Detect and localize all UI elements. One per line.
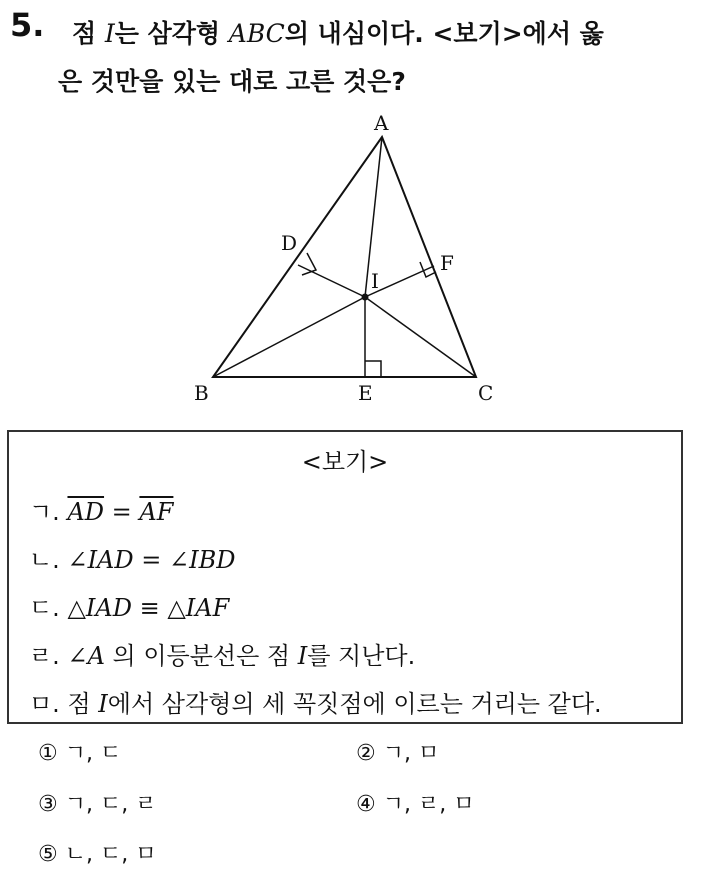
segment-bi	[213, 297, 365, 377]
bogi-box	[7, 430, 683, 724]
label-a: A	[374, 111, 389, 135]
choice-5[interactable]: ⑤ ㄴ, ㄷ, ㅁ	[38, 842, 157, 867]
item-marker: ㄴ.	[29, 546, 60, 574]
segment-ad: $\overline{AD}$	[67, 498, 105, 526]
bogi-item-2	[29, 540, 235, 575]
choice-2[interactable]: ② ㄱ, ㅁ	[356, 741, 440, 766]
bogi-item-4	[29, 636, 415, 671]
right-angle-e	[365, 361, 381, 377]
var-I: I	[297, 642, 308, 670]
choice-3[interactable]: ③ ㄱ, ㄷ, ㄹ	[38, 792, 157, 817]
label-b: B	[194, 381, 209, 405]
bogi-item-1	[29, 492, 173, 527]
item-text: 에서 삼각형의 세 꼭짓점에 이르는 거리는 같다.	[107, 690, 602, 718]
segment-id	[298, 265, 365, 297]
item-marker: ㄹ.	[29, 642, 60, 670]
triangle-figure	[0, 100, 717, 420]
item-marker: ㄱ.	[29, 498, 60, 526]
item-math: △IAD ≡ △IAF	[67, 594, 230, 622]
item-text: 를 지난다.	[307, 642, 416, 670]
right-angle-d	[302, 253, 316, 275]
question-text: 점	[72, 19, 97, 48]
item-text: 점	[67, 690, 99, 718]
equals-sign: =	[104, 498, 140, 526]
var-I: I	[98, 690, 108, 718]
label-f: F	[440, 251, 454, 275]
item-marker: ㅁ.	[29, 690, 60, 718]
segment-af: $\overline{AF}$	[139, 498, 174, 526]
question-text: 의 내심이다. <보기>에서 옳	[284, 19, 604, 48]
label-d: D	[281, 231, 298, 255]
question-number: 5.	[10, 6, 45, 44]
label-i: I	[371, 269, 379, 293]
bogi-title: <보기>	[301, 448, 389, 476]
item-math: ∠IAD = ∠IBD	[67, 546, 236, 574]
question-line-2: 은 것만을 있는 대로 고른 것은?	[58, 67, 406, 96]
choice-1[interactable]: ① ㄱ, ㄷ	[38, 741, 122, 766]
item-marker: ㄷ.	[29, 594, 60, 622]
label-c: C	[478, 381, 494, 405]
bogi-item-3	[29, 588, 229, 623]
bogi-item-5	[29, 684, 602, 719]
var-I: I	[104, 19, 115, 48]
question-text: 는 삼각형	[114, 19, 221, 48]
choice-4[interactable]: ④ ㄱ, ㄹ, ㅁ	[356, 792, 475, 817]
triangle-abc	[213, 137, 476, 377]
label-e: E	[358, 381, 373, 405]
incenter-point	[362, 294, 369, 301]
item-text: 의 이등분선은 점	[104, 642, 298, 670]
triangle-name: ABC	[228, 19, 285, 48]
item-math: ∠A	[67, 642, 105, 670]
question-line-1	[72, 14, 604, 50]
